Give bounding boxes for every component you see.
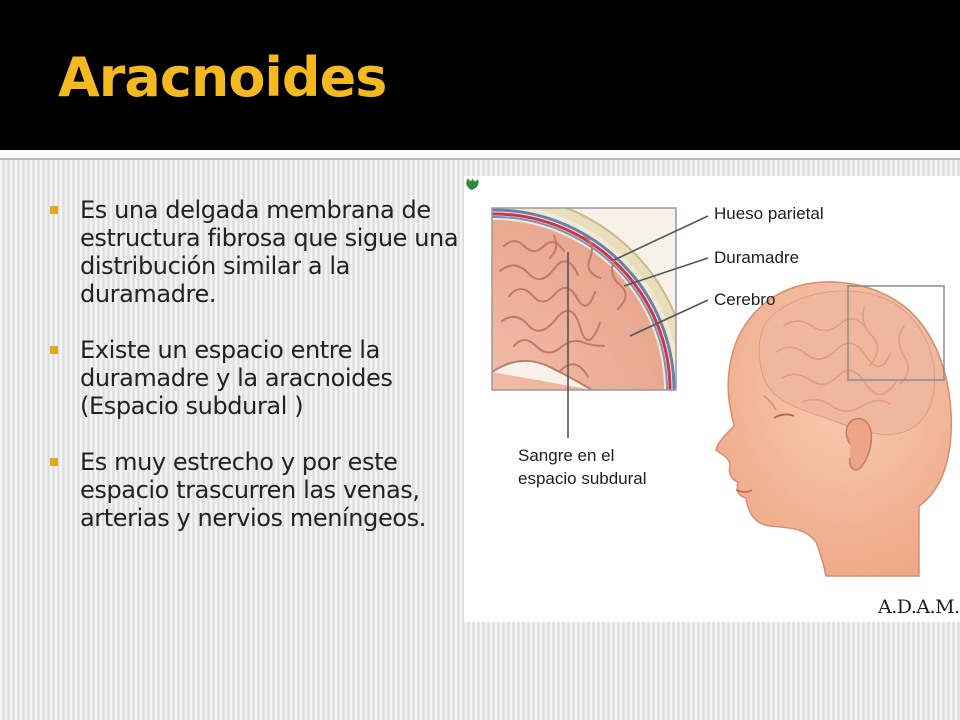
label-hueso-parietal: Hueso parietal bbox=[714, 204, 824, 223]
adam-leaf-icon bbox=[464, 176, 480, 192]
anatomy-illustration bbox=[464, 176, 960, 622]
label-sangre-espacio-subdural: Sangre en el espacio subdural bbox=[518, 446, 647, 488]
title-bar bbox=[0, 0, 960, 150]
bullet-square-icon bbox=[50, 206, 58, 214]
slide-title: Aracnoides bbox=[58, 46, 387, 109]
bullet-square-icon bbox=[50, 346, 58, 354]
bullet-item bbox=[46, 448, 466, 532]
label-cerebro: Cerebro bbox=[714, 290, 776, 309]
child-head bbox=[716, 282, 951, 576]
bullet-item bbox=[46, 196, 466, 308]
adam-logo: A.D.A.M. bbox=[878, 596, 960, 618]
bullet-item bbox=[46, 336, 466, 420]
bullet-text: Es muy estrecho y por este espacio trascurren las venas, arterias y nervios meníngeos. bbox=[80, 448, 426, 532]
label-duramadre: Duramadre bbox=[714, 248, 800, 267]
bullet-list bbox=[46, 196, 466, 560]
bullet-text: Es una delgada membrana de estructura fibrosa que sigue una distribución similar a la duramadre. bbox=[80, 196, 459, 308]
title-divider bbox=[0, 150, 960, 160]
bullet-square-icon bbox=[50, 458, 58, 466]
bullet-text: Existe un espacio entre la duramadre y la aracnoides (Espacio subdural ) bbox=[80, 336, 393, 420]
head-brain-drawing bbox=[464, 176, 960, 622]
